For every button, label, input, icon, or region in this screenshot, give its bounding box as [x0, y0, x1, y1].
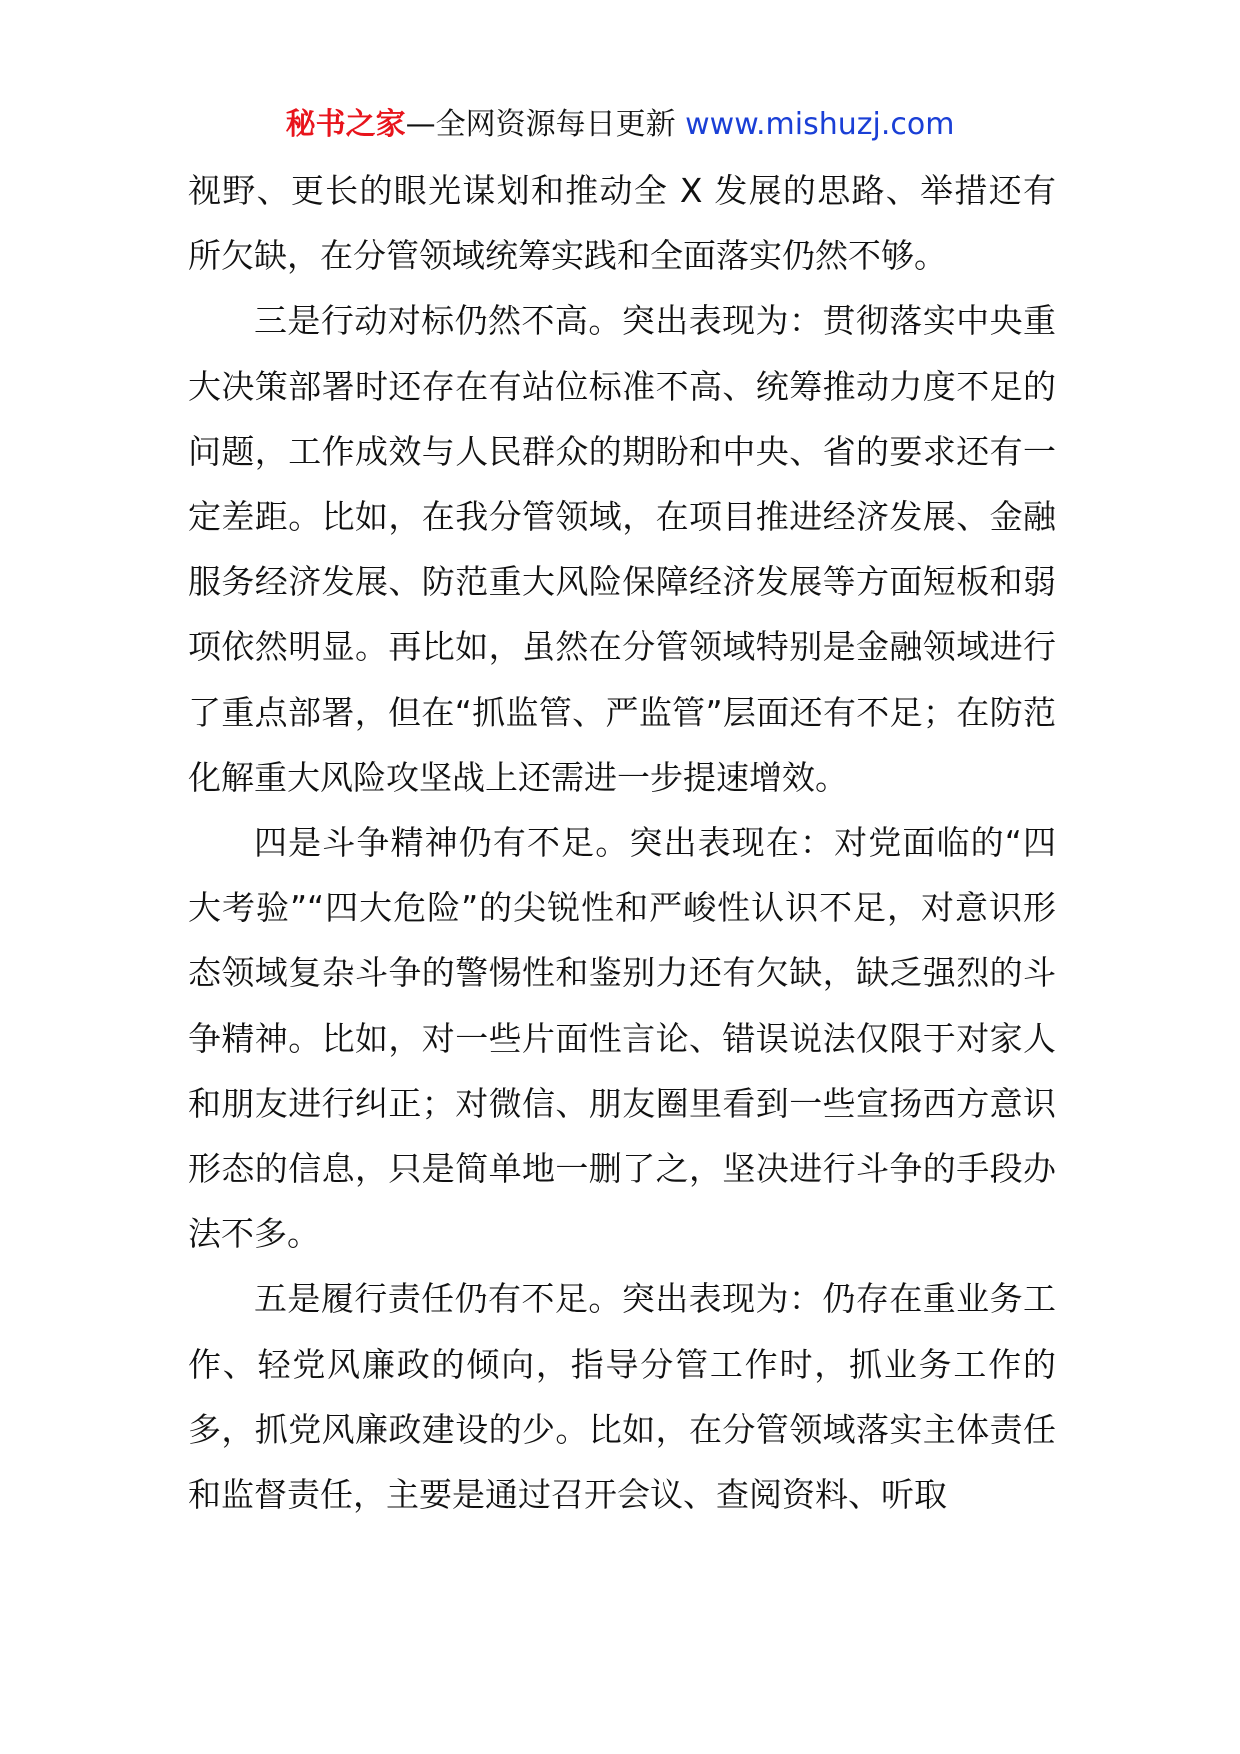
- paragraph-continuation: 视野、更长的眼光谋划和推动全 X 发展的思路、举措还有所欠缺，在分管领域统筹实践和全面落实仍然不够。: [188, 171, 1056, 276]
- site-url[interactable]: www.mishuzj.com: [685, 107, 955, 142]
- site-tagline: —全网资源每日更新: [405, 107, 686, 142]
- document-body: [188, 158, 1056, 1527]
- site-header: [0, 100, 1240, 150]
- paragraph-point-five: 五是履行责任仍有不足。突出表现为：仍存在重业务工作、轻党风廉政的倾向，指导分管工作时，抓业务工作的多，抓党风廉政建设的少。比如，在分管领域落实主体责任和监督责任，主要是通过召开会议、查阅资料、听取: [188, 1279, 1056, 1515]
- paragraph-point-four: 四是斗争精神仍有不足。突出表现在：对党面临的“四大考验”“四大危险”的尖锐性和严峻性认识不足，对意识形态领域复杂斗争的警惕性和鉴别力还有欠缺，缺乏强烈的斗争精神。比如，对一些片面性言论、错误说法仅限于对家人和朋友进行纠正；对微信、朋友圈里看到一些宣扬西方意识形态的信息，只是简单地一删了之，坚决进行斗争的手段办法不多。: [188, 823, 1056, 1254]
- paragraph-point-three: 三是行动对标仍然不高。突出表现为：贯彻落实中央重大决策部署时还存在有站位标准不高、统筹推动力度不足的问题，工作成效与人民群众的期盼和中央、省的要求还有一定差距。比如，在我分管领域，在项目推进经济发展、金融服务经济发展、防范重大风险保障经济发展等方面短板和弱项依然明显。再比如，虽然在分管领域特别是金融领域进行了重点部署，但在“抓监管、严监管”层面还有不足；在防范化解重大风险攻坚战上还需进一步提速增效。: [188, 301, 1056, 797]
- site-brand: 秘书之家: [285, 107, 406, 142]
